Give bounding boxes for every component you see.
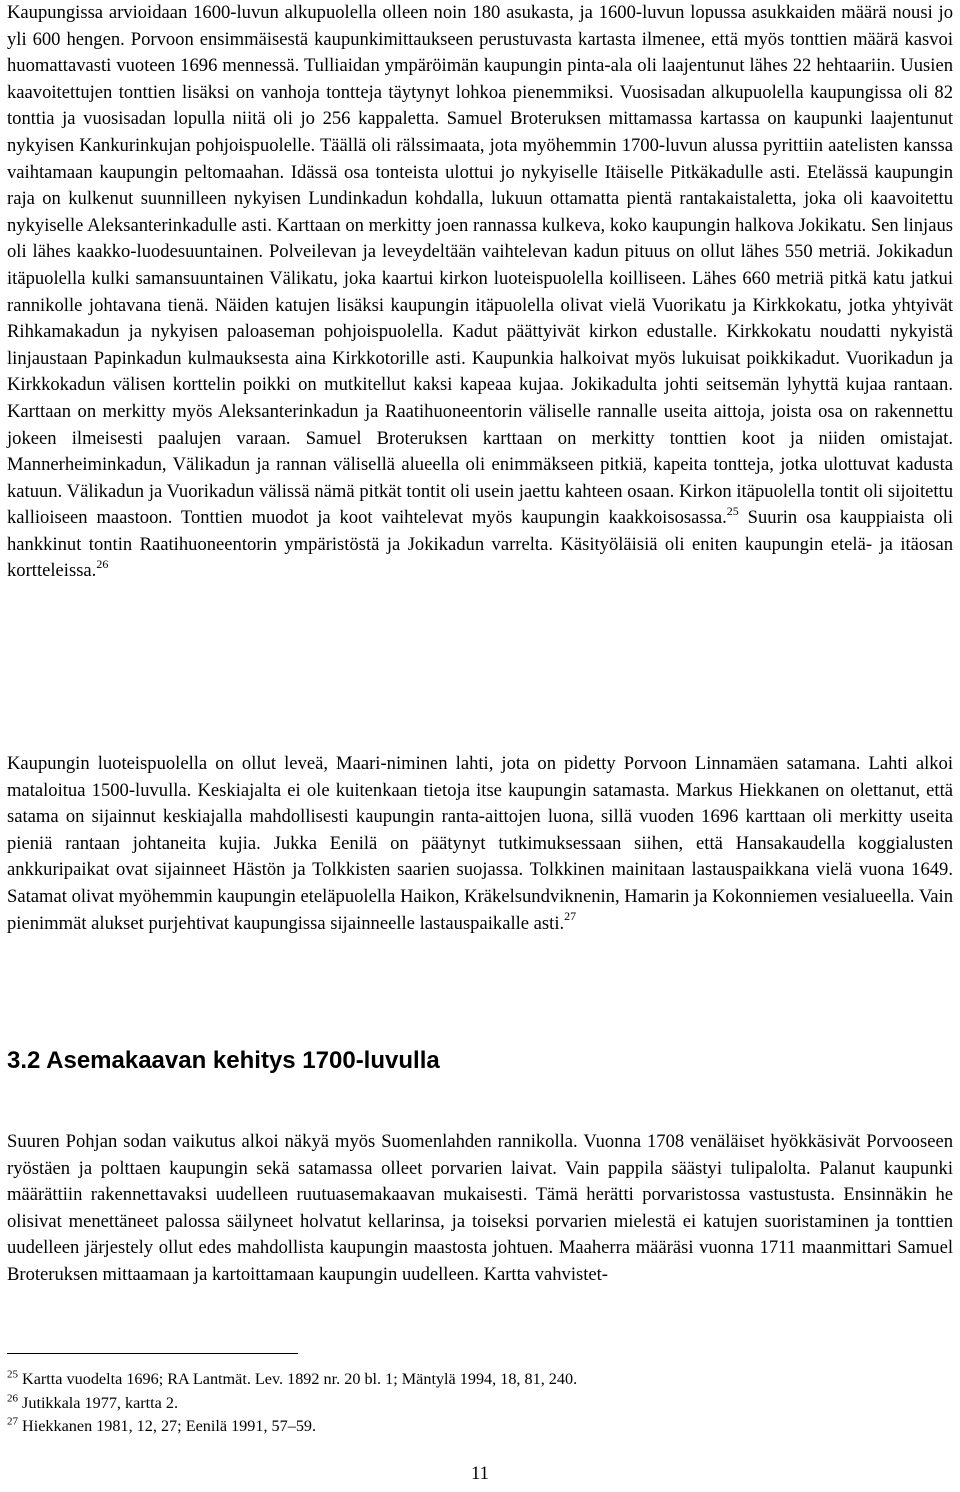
footnote-list (7, 1368, 577, 1439)
section-heading: 3.2 Asemakaavan kehitys 1700-luvulla (7, 1047, 440, 1074)
footnote-ref-26[interactable]: 26 (96, 557, 109, 572)
footnote-number: 26 (7, 1392, 18, 1405)
footnote-number: 25 (7, 1368, 18, 1381)
page-number: 11 (471, 1463, 489, 1484)
paragraph-text: Suurin osa kauppiaista oli hankkinut tontin Raatihuoneentorin ympäristöstä ja Jokikadun varrelta. Käsityöläisiä oli eniten kaupungin etelä- ja itäosan kortteleissa. (7, 507, 953, 582)
footnote-text: Hiekkanen 1981, 12, 27; Eenilä 1991, 57–59. (22, 1417, 317, 1435)
paragraph-text: Kaupungin luoteispuolella on ollut leveä, Maari-niminen lahti, jota on pidetty Porvoon Linnamäen satamana. Lahti alkoi mataloitua 1500-luvulla. Keskiajalta ei ole kuitenkaan tietoja itse kaupungin satamasta. Markus Hiekkanen on olettanut, että satama on sijainnut keskiajalla mahdollisesti kaupungin ranta-aittojen luona, sillä vuoden 1696 karttaan oli merkitty useita pieniä rantaan johtaneita kujia. Jukka Eenilä on päätynyt tutkimuksessaan siihen, että Hansakaudella koggialusten ankkuripaikat ovat sijainneet Hästön ja Tolkkisten saarien suojassa. Tolkkinen mainitaan lastauspaikkana vielä vuona 1649. Satamat olivat myöhemmin kaupungin eteläpuolella Haikon, Kräkelsundviknenin, Hamarin ja Kokonniemen vesialueella. Vain pienimmät alukset purjehtivat kaupungissa sijainneelle lastauspaikalle asti. (7, 753, 953, 934)
footnote-divider (7, 1353, 298, 1354)
footnote-text: Jutikkala 1977, kartta 2. (22, 1393, 179, 1412)
body-paragraph (7, 751, 953, 937)
footnote-item (7, 1415, 577, 1439)
body-paragraph (7, 1129, 953, 1289)
footnote-item (7, 1368, 577, 1392)
footnote-item (7, 1392, 577, 1416)
paragraph-text: Suuren Pohjan sodan vaikutus alkoi näkyä myös Suomenlahden rannikolla. Vuonna 1708 venäläiset hyökkäsivät Porvooseen ryöstäen ja polttaen kaupungin sekä satamassa olleet porvarien laivat. Vain pappila säästyi tulipalolta. Palanut kaupunki määrättiin rakennettavaksi uudelleen ruutuasemakaavan mukaisesti. Tämä herätti porvaristossa vastustusta. Ensinnäkin he olisivat menettäneet palossa säilyneet holvatut kellarinsa, ja toiseksi porvarien mielestä ei katujen suoristaminen ja tonttien uudelleen järjestely ollut edes mahdollista kaupungin maastosta johtuen. Maaherra määräsi vuonna 1711 maanmittari Samuel Broteruksen mittaamaan ja kartoittamaan kaupungin uudelleen. Kartta vahvistet- (7, 1131, 953, 1285)
footnote-number: 27 (7, 1415, 18, 1428)
footnote-text: Kartta vuodelta 1696; RA Lantmät. Lev. 1892 nr. 20 bl. 1; Mäntylä 1994, 18, 81, 240. (22, 1370, 578, 1388)
paragraph-text: Kaupungissa arvioidaan 1600-luvun alkupuolella olleen noin 180 asukasta, ja 1600-luvun lopussa asukkaiden määrä nousi jo yli 600 hengen. Porvoon ensimmäisestä kaupunkimittaukseen perustuvasta kartasta ilmenee, että myös tonttien määrä kasvoi huomattavasti vuoteen 1696 mennessä. Tulliaidan ympäröimän kaupungin pinta-ala oli laajentunut lähes 22 hehtaariin. Uusien kaavoitettujen tonttien lisäksi on vanhoja tontteja täytynyt lohkoa pienemmiksi. Vuosisadan alkupuolella kaupungissa oli 82 tonttia ja vuosisadan lopulla niitä oli jo 256 kappaletta. Samuel Broteruksen mittamassa kartassa on kaupunki laajentunut nykyisen Kankurinkujan pohjoispuolelle. Täällä oli rälssimaata, jota myöhemmin 1700-luvun alussa pyrittiin aatelisten kanssa vaihtamaan kaupungin peltomaahan. Idässä osa tonteista ulottui jo nykyiselle Itäiselle Pitkäkadulle asti. Etelässä kaupungin raja on kulkenut suunnilleen nykyisen Lundinkadun kohdalla, lukuun ottamatta pientä rantakaistaletta, joka oli kaavoitettu nykyiselle Aleksanterinkadulle asti. Karttaan on merkitty joen rannassa kulkeva, koko kaupungin halkova Jokikatu. Sen linjaus oli lähes kaakko-luodesuuntainen. Polveilevan ja leveydeltään vaihtelevan kadun pituus on ollut lähes 550 metriä. Jokikadun itäpuolella kulki samansuuntainen Välikatu, joka kaartui kirkon luoteispuolella koilliseen. Lähes 660 metriä pitkä katu jatkui rannikolle johtavana tienä. Näiden katujen lisäksi kaupungin itäpuolella olivat vielä Vuorikatu ja Kirkkokatu, jotka yhtyivät Rihkamakadun ja nykyisen paloaseman pohjoispuolella. Kadut päättyivät kirkon edustalle. Kirkkokatu noudatti nykyistä linjaustaan Papinkadun kulmauksesta aina Kirkkotorille asti. Kaupunkia halkoivat myös lukuisat poikkikadut. Vuorikadun ja Kirkkokadun välisen korttelin poikki on mutkitellut kaksi kapeaa kujaa. Jokikadulta johti seitsemän lyhyttä kujaa rantaan. Karttaan on merkitty myös Aleksanterinkadun ja Raatihuoneentorin väliselle rannalle useita aittoja, joista osa on rakennettu jokeen ilmeisesti paalujen varaan. Samuel Broteruksen karttaan on merkitty tonttien koot ja niiden omistajat. Mannerheiminkadun, Välikadun ja rannan välisellä alueella oli enimmäkseen pitkiä, kapeita tontteja, jotka ulottuvat kadusta katuun. Välikadun ja Vuorikadun välissä nämä pitkät tontit oli usein jaettu kahteen osaan. Kirkon itäpuolella tontit oli sijoitettu kallioiseen maastoon. Tonttien muodot ja koot vaihtelevat myös kaupungin kaakkoisosassa. (7, 2, 953, 529)
body-paragraph (7, 0, 953, 585)
footnote-ref-25[interactable]: 25 (726, 504, 739, 519)
footnote-ref-27[interactable]: 27 (564, 909, 577, 924)
